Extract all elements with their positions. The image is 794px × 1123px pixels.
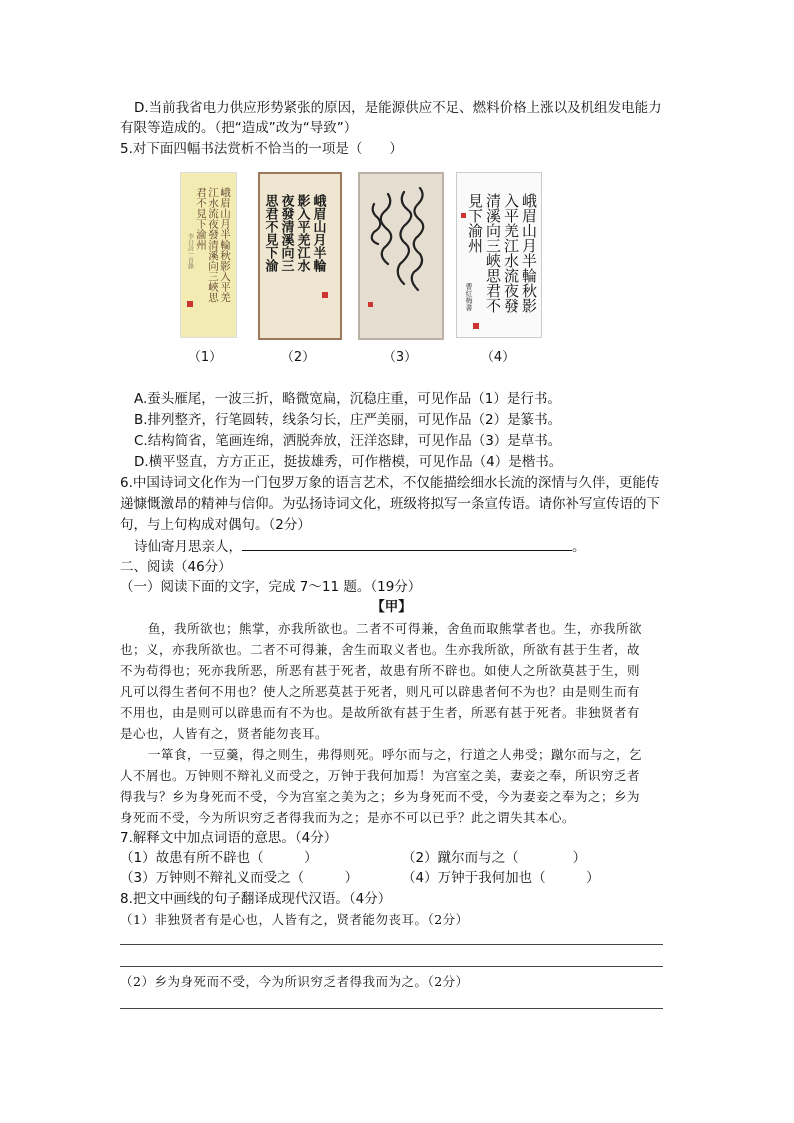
q5-option-b: B.排列整齐，行笔圆转，线条匀长，庄严美丽，可见作品（2）是篆书。: [134, 412, 562, 428]
passage-line: 人不屑也。万钟则不辩礼义而受之，万钟于我何加焉！为宫室之美，妻妾之奉，所识穷乏者: [120, 768, 641, 783]
svg-text:李白詩一首錄: 李白詩一首錄: [186, 233, 194, 269]
q8-sentence-2: （2）乡为身死而不受，今为所识穷乏者得我而为之。（2分）: [120, 974, 469, 989]
q4-option-d-line1: D.当前我省电力供应形势紧张的原因，是能源供应不足、燃料价格上涨以及机组发电能力: [134, 100, 662, 116]
passage-line: 不为苟得也；死亦我所恶，所恶有甚于死者，故患有所不辟也。如使人之所欲莫甚于生，则: [120, 663, 641, 678]
q6-stem-line2: 递慷慨激昂的精神与信仰。为弘扬诗词文化，班级将拟写一条宣传语。请你补写宣传语的下: [120, 496, 660, 512]
svg-text:夜發清溪向三: 夜發清溪向三: [278, 194, 294, 272]
svg-text:江水流夜發清溪向三峽思: 江水流夜發清溪向三峽思: [207, 187, 219, 303]
passage-line: 得我与？乡为身死而不受，今为宫室之美为之；乡为身死而不受，今为妻妾之奉为之；乡为: [120, 789, 641, 804]
image-label-3: （3）: [382, 350, 418, 365]
q4-option-d-line2: 有限等造成的。（把“造成”改为“导致”）: [120, 120, 358, 136]
passage-jia-heading: 【甲】: [371, 599, 412, 615]
image-label-2: （2）: [280, 350, 316, 365]
answer-line[interactable]: [120, 1008, 663, 1009]
passage-line: 也；义，亦我所欲也。二者不可得兼，舍生而取义者也。生亦我所欲，所欲有甚于生者，故: [120, 642, 641, 657]
svg-text:清溪向三峽思君不: 清溪向三峽思君不: [484, 193, 502, 313]
q8-sentence-1: （1）非独贤者有是心也，人皆有之，贤者能勿丧耳。（2分）: [120, 912, 469, 927]
q5-option-a: A.蚕头雁尾，一波三折，略微宽扁，沉稳庄重，可见作品（1）是行书。: [134, 391, 561, 407]
image-label-4: （4）: [480, 350, 516, 365]
q6-prompt: 诗仙寄月思亲人，: [134, 539, 242, 555]
q7-item-1: （1）故患有所不辟也（ ）: [120, 850, 318, 866]
svg-text:峨眉山月半輪秋影入平羌: 峨眉山月半輪秋影入平羌: [219, 187, 231, 303]
q5-stem: 5.对下面四幅书法赏析不恰当的一项是（ ）: [120, 141, 403, 157]
svg-text:峨眉山月半輪秋影: 峨眉山月半輪秋影: [520, 193, 538, 313]
image-label-1: （1）: [187, 350, 223, 365]
q8-stem: 8.把文中画线的句子翻译成现代汉语。（4分）: [120, 891, 392, 907]
answer-line[interactable]: [120, 966, 663, 967]
answer-line[interactable]: [120, 944, 663, 945]
svg-text:君不見下渝州: 君不見下渝州: [195, 187, 207, 250]
calligraphy-image-2: [258, 172, 342, 340]
section-reading-title: 二、阅读（46分）: [120, 559, 232, 575]
svg-text:見下渝州: 見下渝州: [466, 193, 484, 253]
passage-line: 一箪食，一豆羹，得之则生，弗得则死。呼尔而与之，行道之人弗受；蹴尔而与之，乞: [148, 747, 643, 762]
q7-item-2: （2）蹴尔而与之（ ）: [402, 850, 587, 866]
q7-stem: 7.解释文中加点词语的意思。（4分）: [120, 830, 338, 846]
q5-option-c: C.结构简省，笔画连绵，洒脱奔放，汪洋恣肆，可见作品（3）是草书。: [134, 433, 562, 449]
q6-end-mark: 。: [572, 539, 586, 555]
q6-stem-line3: 句，与上句构成对偶句。（2分）: [120, 517, 311, 533]
svg-text:峨眉山月半輪: 峨眉山月半輪: [310, 194, 326, 272]
q7-item-4: （4）万钟于我何加也（ ）: [402, 870, 600, 886]
passage-line: 不用也，由是则可以辟患而有不为也。是故所欲有甚于生者，所恶有甚于死者。非独贤者有: [120, 705, 641, 720]
q6-answer-line: [134, 536, 586, 557]
passage-line: 是心也，人皆有之，贤者能勿丧耳。: [120, 726, 329, 741]
section-reading-sub: （一）阅读下面的文字，完成 7～11 题。（19分）: [120, 579, 422, 595]
q6-stem-line1: 6.中国诗词文化作为一门包罗万象的语言艺术，不仅能描绘细水长流的深情与久伴，更能传: [120, 475, 660, 491]
calligraphy-image-1: [180, 172, 237, 338]
passage-line: 凡可以得生者何不用也？使人之所恶莫甚于死者，则凡可以辟患者何不为也？由是则生而有: [120, 684, 641, 699]
calligraphy-image-4: [456, 172, 542, 338]
q5-option-d: D.横平竖直，方方正正，挺拔雄秀，可作楷模，可见作品（4）是楷书。: [134, 454, 563, 470]
svg-text:曹紅梅書: 曹紅梅書: [465, 283, 473, 311]
svg-text:入平羌江水流夜發: 入平羌江水流夜發: [502, 193, 520, 313]
calligraphy-image-3: [358, 172, 444, 340]
q7-item-3: （3）万钟则不辩礼义而受之（ ）: [120, 870, 359, 886]
q6-answer-blank[interactable]: [242, 536, 572, 551]
svg-text:思君不見下渝: 思君不見下渝: [262, 194, 278, 272]
passage-line: 身死而不受，今为所识穷乏者得我而为之；是亦不可以已乎？此之谓失其本心。: [120, 810, 576, 825]
passage-line: 鱼，我所欲也；熊掌，亦我所欲也。二者不可得兼，舍鱼而取熊掌者也。生，亦我所欲: [148, 621, 643, 636]
svg-text:影入平羌江水: 影入平羌江水: [294, 194, 310, 272]
